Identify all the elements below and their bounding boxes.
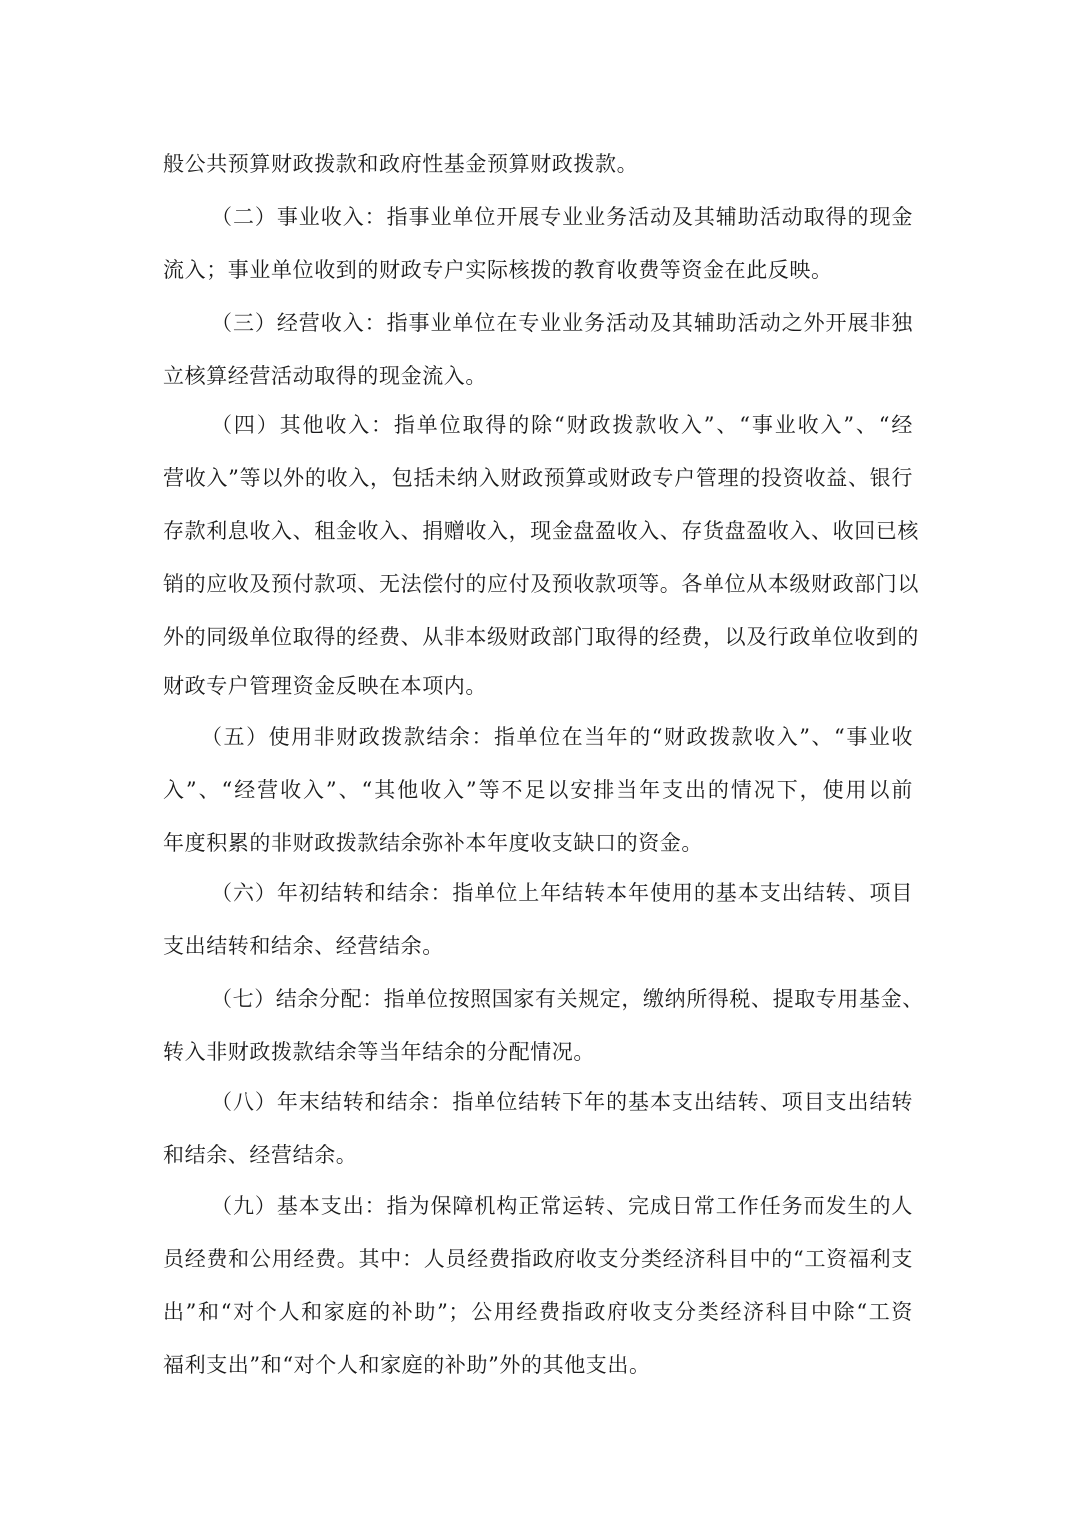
text-line: 和结余、经营结余。 [163,1143,358,1167]
text-line: 流入；事业单位收到的财政专户实际核拨的教育收费等资金在此反映。 [163,258,833,282]
text-line: （八）年末结转和结余：指单位结转下年的基本支出结转、项目支出结转 [211,1090,913,1114]
text-line: （二）事业收入：指事业单位开展专业业务活动及其辅助活动取得的现金 [211,205,913,229]
text-line: 出”和“对个人和家庭的补助”；公用经费指政府收支分类经济科目中除“工资 [163,1300,913,1324]
text-line: （七）结余分配：指单位按照国家有关规定，缴纳所得税、提取专用基金、 [211,987,924,1011]
text-line: 支出结转和结余、经营结余。 [163,934,444,958]
text-line: （三）经营收入：指事业单位在专业业务活动及其辅助活动之外开展非独 [211,311,913,335]
text-line: 销的应收及预付款项、无法偿付的应付及预收款项等。各单位从本级财政部门以 [163,572,919,596]
text-line: （五）使用非财政拨款结余：指单位在当年的“财政拨款收入”、“事业收 [201,725,913,749]
text-line: （六）年初结转和结余：指单位上年结转本年使用的基本支出结转、项目 [211,881,913,905]
text-line: 立核算经营活动取得的现金流入。 [163,364,487,388]
text-line: 存款利息收入、租金收入、捐赠收入，现金盘盈收入、存货盘盈收入、收回已核 [163,519,919,543]
text-line: 年度积累的非财政拨款结余弥补本年度收支缺口的资金。 [163,831,703,855]
text-line: 般公共预算财政拨款和政府性基金预算财政拨款。 [163,152,639,176]
text-line: 入”、“经营收入”、“其他收入”等不足以安排当年支出的情况下，使用以前 [163,778,913,802]
text-line: 转入非财政拨款结余等当年结余的分配情况。 [163,1040,595,1064]
text-line: 外的同级单位取得的经费、从非本级财政部门取得的经费，以及行政单位收到的 [163,625,919,649]
text-line: 营收入”等以外的收入，包括未纳入财政预算或财政专户管理的投资收益、银行 [163,466,913,490]
text-line: （九）基本支出：指为保障机构正常运转、完成日常工作任务而发生的人 [211,1194,913,1218]
text-line: 财政专户管理资金反映在本项内。 [163,674,487,698]
text-line: 员经费和公用经费。其中：人员经费指政府收支分类经济科目中的“工资福利支 [163,1247,913,1271]
text-line: （四）其他收入：指单位取得的除“财政拨款收入”、“事业收入”、“经 [211,413,913,437]
text-line: 福利支出”和“对个人和家庭的补助”外的其他支出。 [163,1353,651,1377]
